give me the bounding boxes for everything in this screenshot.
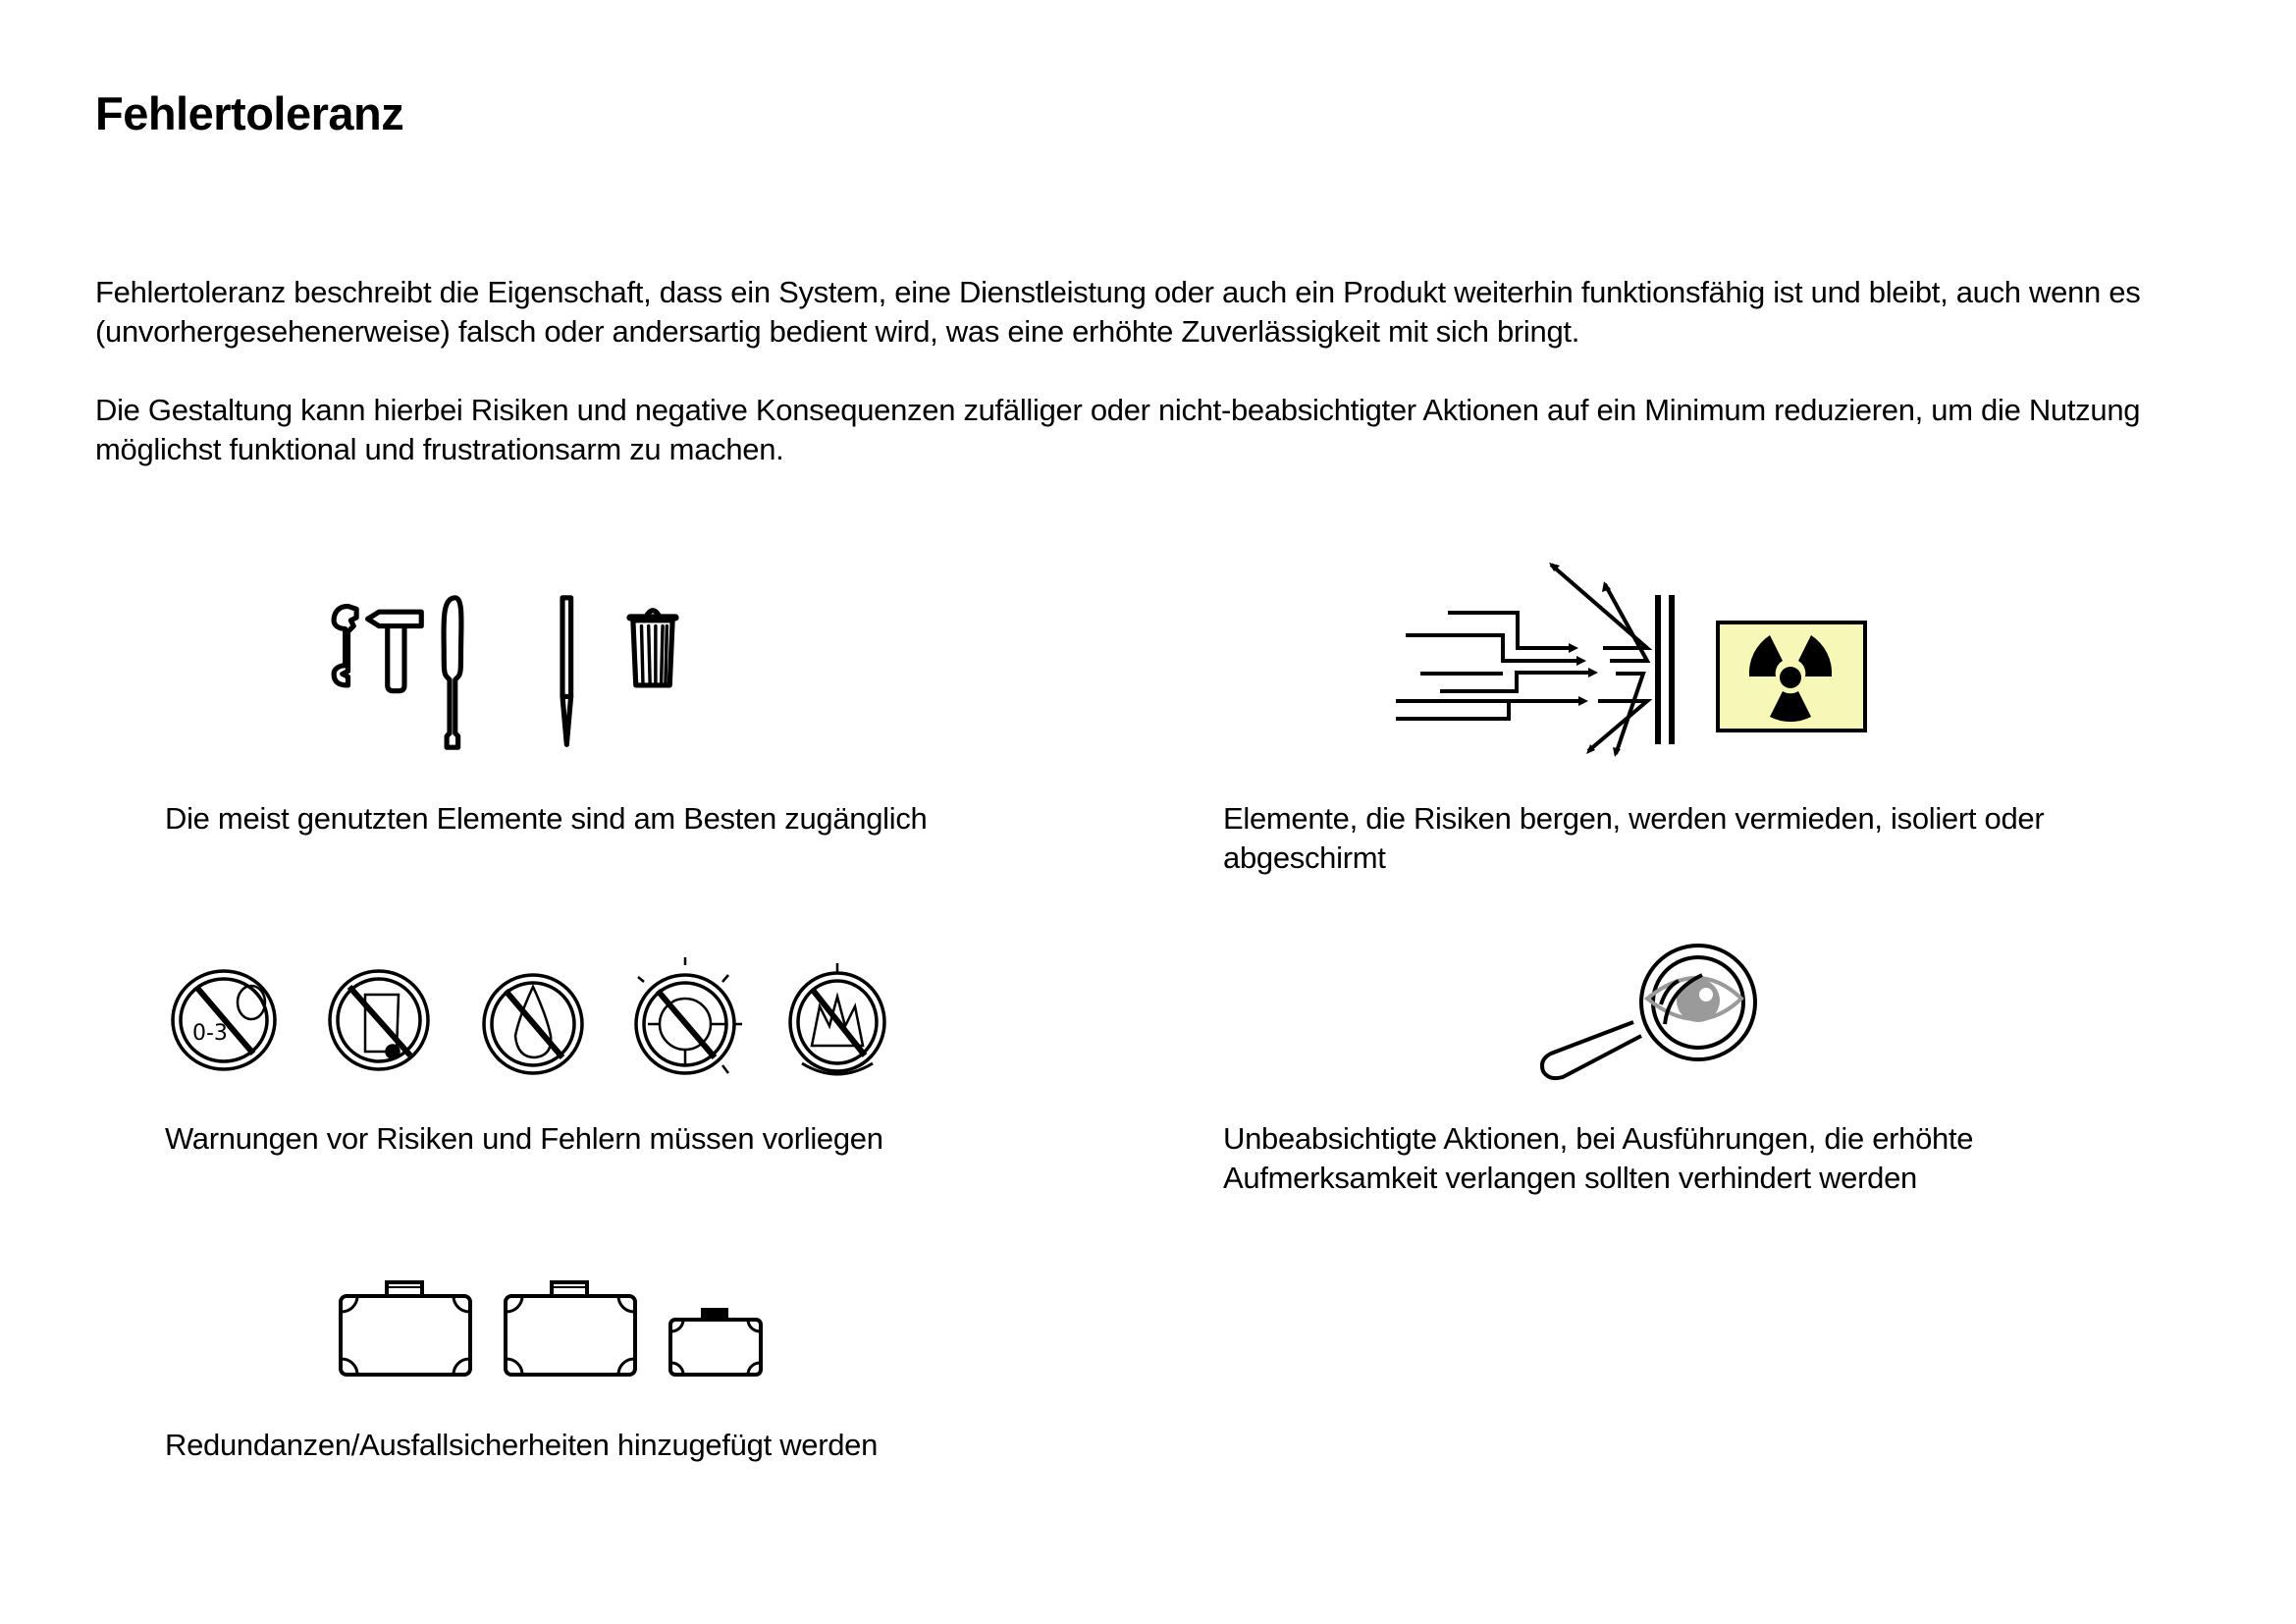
no-lifebuoy-icon bbox=[636, 957, 742, 1073]
no-bin-icon bbox=[330, 971, 428, 1069]
suitcase-small-icon bbox=[670, 1310, 761, 1375]
caption-accessible-elements: Die meist genutzten Elemente sind am Besten zugänglich bbox=[165, 801, 928, 836]
caption-redundancy: Redundanzen/Ausfallsicherheiten hinzugefügt werden bbox=[165, 1428, 879, 1462]
age-badge: 0-3 bbox=[192, 1021, 228, 1046]
magnifier-eye-icon bbox=[1531, 938, 1787, 1085]
radiation-sign-icon bbox=[1718, 623, 1865, 731]
page-title: Fehlertoleranz bbox=[95, 87, 404, 139]
no-children-icon bbox=[173, 971, 275, 1069]
intro-paragraph: Fehlertoleranz beschreibt die Eigenschaft, dass ein System, eine Dienstleistung oder auch ein Produkt weiterhin funktionsfähig ist und bleibt, auch wenn es (unvorhergesehenerweise) falsch oder andersartig bedient wird, was eine erhöhte Zuverlässigkeit mit sich bringt. bbox=[95, 275, 2141, 349]
deflected-arrows-icon bbox=[1396, 563, 1647, 757]
no-fire-icon bbox=[790, 963, 884, 1074]
wrench-icon bbox=[334, 606, 356, 685]
isolation-icon-group bbox=[1394, 560, 1924, 766]
warning-signs-group bbox=[167, 957, 903, 1090]
tools-icon-group bbox=[314, 589, 766, 756]
screwdriver-icon bbox=[444, 598, 461, 747]
caption-isolate-risks: Elemente, die Risiken bergen, werden vermieden, isoliert oder abgeschirmt bbox=[1223, 801, 2045, 875]
caption-warnings: Warnungen vor Risiken und Fehlern müssen vorliegen bbox=[165, 1121, 883, 1156]
suitcase-icon bbox=[341, 1282, 470, 1375]
suitcase-icon bbox=[506, 1282, 635, 1375]
no-water-icon bbox=[484, 975, 582, 1073]
caption-prevent-unintended: Unbeabsichtigte Aktionen, bei Ausführungen, die erhöhte Aufmerksamkeit verlangen sollten verhindert werden bbox=[1223, 1121, 1974, 1195]
hammer-icon bbox=[368, 612, 422, 691]
suitcases-group bbox=[334, 1276, 775, 1394]
trash-can-icon bbox=[630, 611, 675, 685]
design-paragraph: Die Gestaltung kann hierbei Risiken und negative Konsequenzen zufälliger oder nicht-beabsichtigter Aktionen auf ein Minimum reduzieren, um die Nutzung möglichst funktional und frustrationsarm zu machen. bbox=[95, 393, 2141, 466]
shield-barrier-icon bbox=[1658, 595, 1672, 744]
pencil-icon bbox=[562, 598, 571, 745]
